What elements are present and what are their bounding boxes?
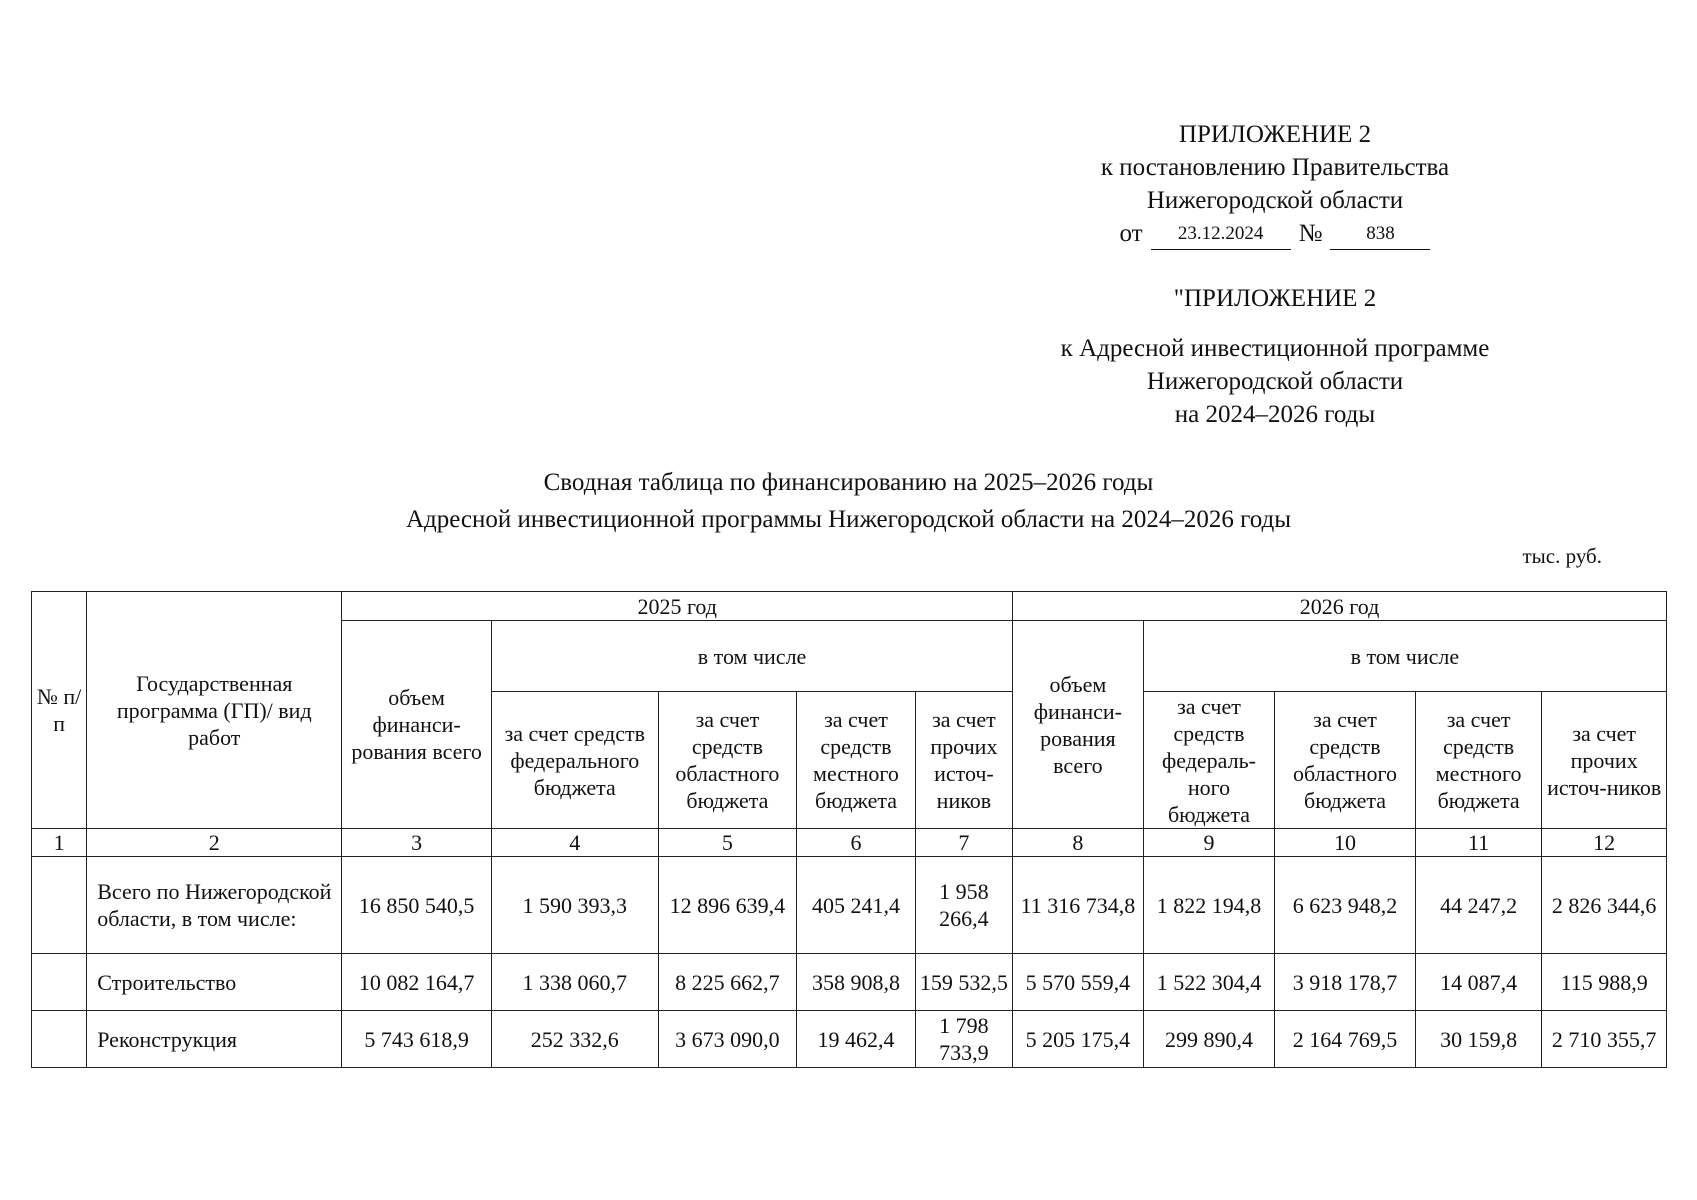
header-total-volume-2026: объем финанси-рования всего: [1013, 621, 1144, 829]
row-num: [32, 954, 87, 1011]
annex2-line: к Адресной инвестиционной программе: [1060, 335, 1490, 362]
decree-number: 838: [1330, 223, 1430, 250]
cell-value: 2 710 355,7: [1542, 1011, 1667, 1068]
row-num: [32, 857, 87, 954]
row-num: [32, 1011, 87, 1068]
column-number: 5: [658, 829, 797, 857]
cell-value: 5 570 559,4: [1013, 954, 1144, 1011]
column-number: 11: [1415, 829, 1542, 857]
column-number: 1: [32, 829, 87, 857]
cell-value: 3 918 178,7: [1275, 954, 1416, 1011]
header-including-2026: в том числе: [1143, 621, 1666, 692]
number-sign: №: [1298, 220, 1323, 247]
cell-value: 1 798 733,9: [915, 1011, 1012, 1068]
cell-value: 252 332,6: [491, 1011, 658, 1068]
cell-value: 358 908,8: [797, 954, 916, 1011]
cell-value: 30 159,8: [1415, 1011, 1542, 1068]
annex2-subtitle: [1050, 332, 1500, 431]
annex2-title: "ПРИЛОЖЕНИЕ 2: [1173, 285, 1377, 312]
cell-value: 11 316 734,8: [1013, 857, 1144, 954]
row-name: Всего по Нижегородской области, в том числе:: [87, 857, 342, 954]
table-title-line: Сводная таблица по финансированию на 2025–2026 годы: [543, 469, 1154, 496]
cell-value: 12 896 639,4: [658, 857, 797, 954]
table-title: [0, 464, 1697, 538]
header-program: Государственная программа (ГП)/ вид работ: [87, 592, 342, 829]
annex-title: ПРИЛОЖЕНИЕ 2: [1178, 121, 1372, 148]
column-number: 4: [491, 829, 658, 857]
header-num: № п/п: [32, 592, 87, 829]
cell-value: 159 532,5: [915, 954, 1012, 1011]
table-row-reconstruction: [32, 1011, 1667, 1068]
header-year-2026: 2026 год: [1013, 592, 1667, 621]
cell-value: 6 623 948,2: [1275, 857, 1416, 954]
column-number: 9: [1143, 829, 1275, 857]
table-title-line: Адресной инвестиционной программы Нижегородской области на 2024–2026 годы: [405, 506, 1292, 533]
header-other-2026: за счет прочих источ-ников: [1542, 692, 1667, 829]
annex-line: к постановлению Правительства: [1100, 154, 1450, 181]
cell-value: 16 850 540,5: [342, 857, 492, 954]
cell-value: 405 241,4: [797, 857, 916, 954]
annex2-line: Нижегородской области: [1146, 368, 1404, 395]
column-number: 12: [1542, 829, 1667, 857]
annex-date-line: [1090, 217, 1460, 250]
cell-value: 1 590 393,3: [491, 857, 658, 954]
cell-value: 2 826 344,6: [1542, 857, 1667, 954]
header-total-volume-2025: объем финанси-рования всего: [342, 621, 492, 829]
decree-date: 23.12.2024: [1151, 223, 1291, 250]
cell-value: 115 988,9: [1542, 954, 1667, 1011]
cell-value: 1 822 194,8: [1143, 857, 1275, 954]
cell-value: 14 087,4: [1415, 954, 1542, 1011]
header-regional-2026: за счет средств областного бюджета: [1275, 692, 1416, 829]
header-regional-2025: за счет средств областного бюджета: [658, 692, 797, 829]
cell-value: 8 225 662,7: [658, 954, 797, 1011]
header-federal-2025: за счет средств федерального бюджета: [491, 692, 658, 829]
header-including-2025: в том числе: [491, 621, 1012, 692]
cell-value: 3 673 090,0: [658, 1011, 797, 1068]
table-row-construction: [32, 954, 1667, 1011]
header-other-2025: за счет прочих источ-ников: [915, 692, 1012, 829]
column-number: 7: [915, 829, 1012, 857]
column-number: 3: [342, 829, 492, 857]
cell-value: 2 164 769,5: [1275, 1011, 1416, 1068]
column-number: 2: [87, 829, 342, 857]
annex2-line: на 2024–2026 годы: [1174, 401, 1376, 428]
row-name: Строительство: [87, 954, 342, 1011]
annex-line: Нижегородской области: [1146, 187, 1404, 214]
header-local-2025: за счет средств местного бюджета: [797, 692, 916, 829]
header-local-2026: за счет средств местного бюджета: [1415, 692, 1542, 829]
column-number: 8: [1013, 829, 1144, 857]
column-number-row: [32, 829, 1667, 857]
cell-value: 1 958 266,4: [915, 857, 1012, 954]
cell-value: 299 890,4: [1143, 1011, 1275, 1068]
cell-value: 1 338 060,7: [491, 954, 658, 1011]
table-row-total: [32, 857, 1667, 954]
header-federal-2026: за счет средств федераль-ного бюджета: [1143, 692, 1275, 829]
cell-value: 44 247,2: [1415, 857, 1542, 954]
cell-value: 10 082 164,7: [342, 954, 492, 1011]
annex-header: [1090, 118, 1460, 250]
row-name: Реконструкция: [87, 1011, 342, 1068]
date-prefix: от: [1119, 220, 1143, 247]
cell-value: 19 462,4: [797, 1011, 916, 1068]
financing-table: [31, 591, 1667, 1068]
header-year-2025: 2025 год: [342, 592, 1013, 621]
column-number: 6: [797, 829, 916, 857]
cell-value: 1 522 304,4: [1143, 954, 1275, 1011]
cell-value: 5 205 175,4: [1013, 1011, 1144, 1068]
cell-value: 5 743 618,9: [342, 1011, 492, 1068]
column-number: 10: [1275, 829, 1416, 857]
units-label: тыс. руб.: [1522, 544, 1602, 568]
